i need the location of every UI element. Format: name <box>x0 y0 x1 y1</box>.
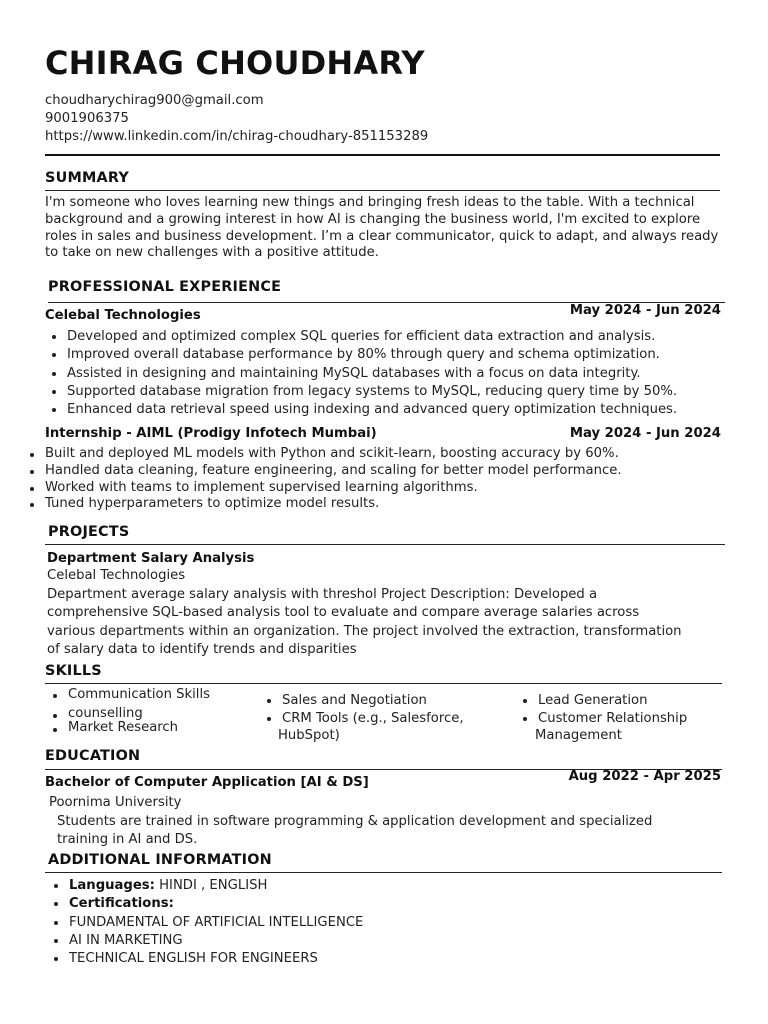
list-item: AI IN MARKETING <box>47 932 363 950</box>
additional-divider <box>45 872 722 873</box>
languages-item <box>47 877 363 895</box>
summary-line: roles in sales and business development. I’m a clear communicator, quick to adapt, and always ready <box>45 228 719 244</box>
list-item: Tuned hyperparameters to optimize model results. <box>23 496 622 513</box>
experience-heading: PROFESSIONAL EXPERIENCE <box>48 279 282 295</box>
list-item: CRM Tools (e.g., Salesforce, <box>260 710 464 728</box>
list-item: TECHNICAL ENGLISH FOR ENGINEERS <box>47 950 363 968</box>
list-item: Developed and optimized complex SQL queries for efficient data extraction and analysis. <box>45 328 677 346</box>
education-line: Students are trained in software programming & application development and specialized <box>57 814 653 829</box>
certifications-item <box>47 895 363 913</box>
project-line: Department average salary analysis with threshol Project Description: Developed a <box>47 587 598 602</box>
summary-heading: SUMMARY <box>45 170 129 186</box>
projects-heading: PROJECTS <box>48 524 130 540</box>
list-item: Market Research <box>46 721 210 734</box>
summary-paragraph <box>45 195 721 262</box>
job-title: Internship - AIML (Prodigy Infotech Mumbai) <box>45 426 377 441</box>
job-title: Celebal Technologies <box>45 308 201 323</box>
degree-title: Bachelor of Computer Application [AI & DS] <box>45 775 369 790</box>
candidate-name: CHIRAG CHOUDHARY <box>45 44 425 82</box>
list-item: Built and deployed ML models with Python and scikit-learn, boosting accuracy by 60%. <box>23 446 622 463</box>
list-item: Improved overall database performance by 80% through query and schema optimization. <box>45 346 677 364</box>
languages-label: Languages: <box>69 878 155 893</box>
skill-continuation: HubSpot) <box>278 728 340 743</box>
additional-list <box>47 877 363 968</box>
education-heading: EDUCATION <box>45 748 141 764</box>
job-date: May 2024 - Jun 2024 <box>569 426 721 441</box>
email-text: choudharychirag900@gmail.com <box>45 93 264 108</box>
skills-column-2 <box>260 692 464 729</box>
job-bullets <box>23 446 622 513</box>
additional-heading: ADDITIONAL INFORMATION <box>48 852 272 868</box>
job-bullets <box>45 328 677 419</box>
header-divider <box>45 154 720 156</box>
certifications-label: Certifications: <box>69 896 174 912</box>
skills-column-3 <box>516 692 687 729</box>
list-item: Enhanced data retrieval speed using indexing and advanced query optimization techniques. <box>45 401 677 419</box>
summary-line: I'm someone who loves learning new things and bringing fresh ideas to the table. With a technical <box>45 195 695 210</box>
skill-continuation: Management <box>535 728 622 743</box>
list-item: Communication Skills <box>46 687 210 704</box>
education-line: training in AI and DS. <box>57 832 198 848</box>
summary-line: to take on new challenges with a positive attitude. <box>45 245 379 261</box>
education-description <box>57 813 652 850</box>
skills-column-1 <box>46 687 210 734</box>
job-date: May 2024 - Jun 2024 <box>569 303 721 318</box>
list-item: Worked with teams to implement supervised learning algorithms. <box>23 480 622 497</box>
linkedin-text: https://www.linkedin.com/in/chirag-choudhary-851153289 <box>45 129 429 144</box>
list-item: Customer Relationship <box>516 710 687 728</box>
list-item: Handled data cleaning, feature engineering, and scaling for better model performance. <box>23 463 622 480</box>
project-org: Celebal Technologies <box>47 568 186 583</box>
summary-line: background and a growing interest in how AI is changing the business world, I'm excited to explore <box>45 211 701 227</box>
project-line: various departments within an organization. The project involved the extraction, transformation <box>47 623 682 639</box>
project-name: Department Salary Analysis <box>47 551 255 566</box>
list-item: Sales and Negotiation <box>260 692 464 710</box>
school-name: Poornima University <box>49 795 182 810</box>
degree-date: Aug 2022 - Apr 2025 <box>568 769 721 784</box>
project-description <box>47 586 682 659</box>
skills-heading: SKILLS <box>45 663 102 679</box>
project-line: of salary data to identify trends and disparities <box>47 641 357 657</box>
list-item: Assisted in designing and maintaining MySQL databases with a focus on data integrity. <box>45 365 677 383</box>
projects-divider <box>45 544 725 545</box>
languages-value: HINDI , ENGLISH <box>159 878 268 893</box>
list-item: FUNDAMENTAL OF ARTIFICIAL INTELLIGENCE <box>47 914 363 932</box>
skills-divider <box>45 683 722 684</box>
list-item: Supported database migration from legacy systems to MySQL, reducing query time by 50%. <box>45 383 677 401</box>
list-item: Lead Generation <box>516 692 687 710</box>
project-line: comprehensive SQL-based analysis tool to evaluate and compare average salaries across <box>47 605 640 621</box>
phone-text: 9001906375 <box>45 111 129 126</box>
summary-divider <box>45 190 720 191</box>
list-item: counselling <box>46 707 210 720</box>
